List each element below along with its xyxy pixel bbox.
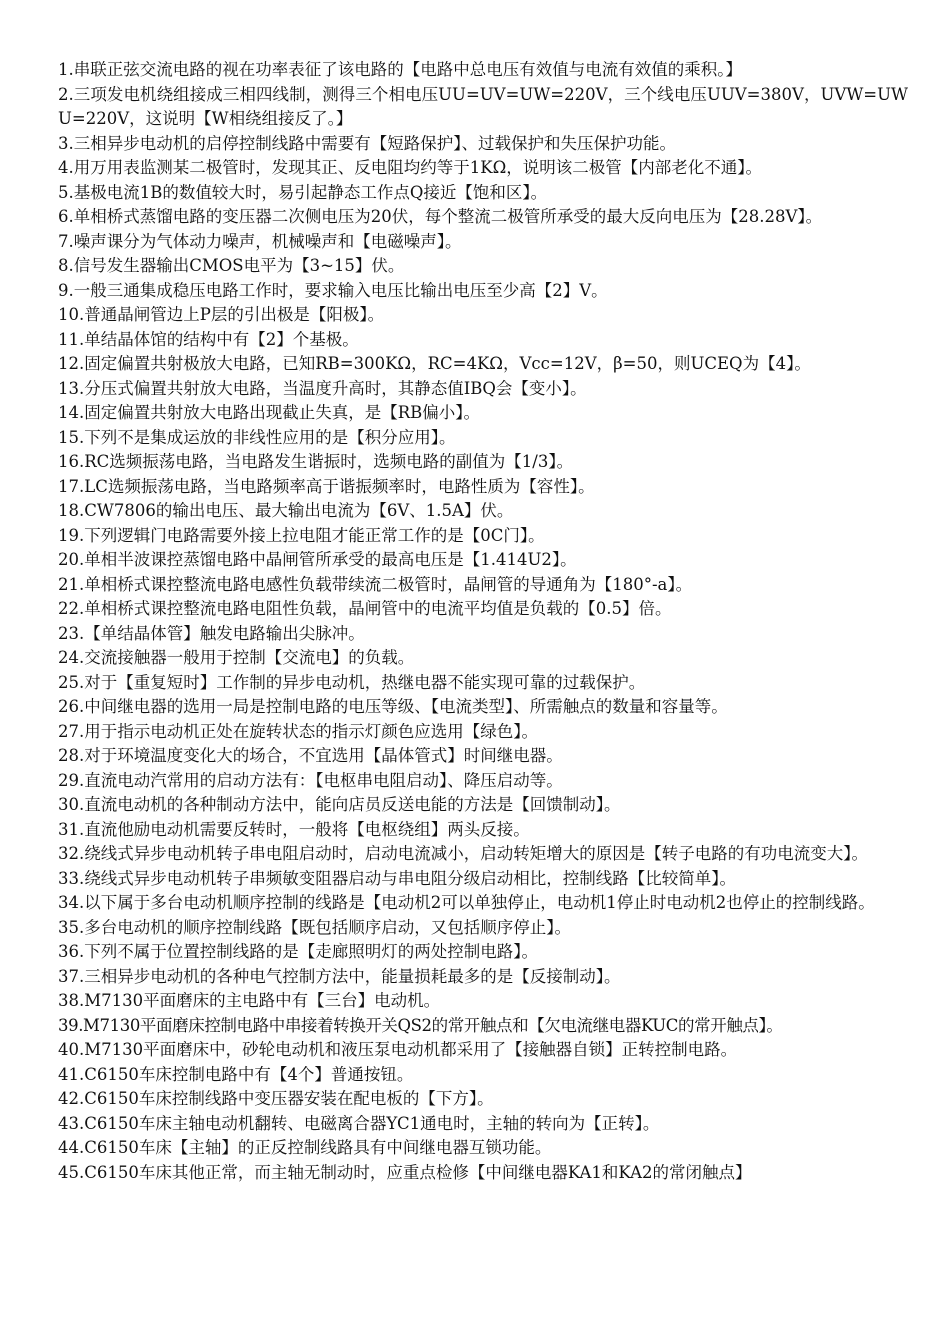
list-item: 40.M7130平面磨床中，砂轮电动机和液压泵电动机都采用了【接触器自锁】正转控制电路。: [58, 1040, 738, 1059]
list-item: 12.固定偏置共射极放大电路，已知RB=300KΩ，RC=4KΩ，Vcc=12V，β=50，则UCEQ为【4】。: [58, 354, 811, 373]
list-item: 10.普通晶闸管边上P层的引出极是【阳极】。: [58, 305, 385, 324]
list-item: 43.C6150车床主轴电动机翻转、电磁离合器YC1通电时，主轴的转向为【正转】。: [58, 1113, 660, 1133]
list-item: 37.三相异步电动机的各种电气控制方法中，能量损耗最多的是【反接制动】。: [58, 966, 621, 986]
list-item: 26.中间继电器的选用一局是控制电路的电压等级、【电流类型】、所需触点的数量和容量等。: [58, 697, 728, 716]
list-item: 1.串联正弦交流电路的视在功率表征了该电路的【电路中总电压有效值与电流有效值的乘积。】: [58, 60, 742, 79]
list-item: 23.【单结晶体管】触发电路输出尖脉冲。: [58, 623, 365, 643]
list-item: 14.固定偏置共射放大电路出现截止失真，是【RB偏小】。: [58, 403, 481, 422]
list-item: 16.RC选频振荡电路，当电路发生谐振时，选频电路的副值为【1/3】。: [58, 452, 574, 471]
list-item: 35.多台电动机的顺序控制线路【既包括顺序启动，又包括顺序停止】。: [58, 917, 571, 937]
list-item: 21.单相桥式课控整流电路电感性负载带续流二极管时，晶闸管的导通角为【180°-a】。: [58, 574, 693, 594]
list-item: 24.交流接触器一般用于控制【交流电】的负载。: [58, 648, 415, 667]
list-item: 4.用万用表监测某二极管时，发现其正、反电阻均约等于1KΩ，说明该二极管【内部老化不通】。: [58, 158, 762, 177]
list-item: 29.直流电动汽常用的启动方法有：【电枢串电阻启动】、降压启动等。: [58, 770, 563, 790]
list-item: 3.三相异步电动机的启停控制线路中需要有【短路保护】、过载保护和失压保护功能。: [58, 133, 676, 153]
list-item: 41.C6150车床控制电路中有【4个】普通按钮。: [58, 1064, 414, 1084]
list-item: 5.基极电流1B的数值较大时，易引起静态工作点Q接近【饱和区】。: [58, 182, 548, 202]
list-item: 2.三项发电机绕组接成三相四线制，测得三个相电压UU=UV=UW=220V，三个线电压UUV=380V，UVW=UWU=220V，这说明【W相绕组接反了。】: [58, 84, 908, 128]
list-item: 22.单相桥式课控整流电路电阻性负载，晶闸管中的电流平均值是负载的【0.5】倍。: [58, 599, 672, 618]
list-item: 15.下列不是集成运放的非线性应用的是【积分应用】。: [58, 427, 456, 447]
list-item: 32.绕线式异步电动机转子串电阻启动时，启动电流减小，启动转矩增大的原因是【转子电路的有功电流变大】。: [58, 844, 868, 863]
list-item: 20.单相半波课控蒸馏电路中晶闸管所承受的最高电压是【1.414U2】。: [58, 550, 577, 569]
list-item: 9.一般三通集成稳压电路工作时，要求输入电压比输出电压至少高【2】V。: [58, 280, 608, 300]
list-item: 13.分压式偏置共射放大电路，当温度升高时，其静态值IBQ会【变小】。: [58, 378, 587, 398]
list-item: 27.用于指示电动机正处在旋转状态的指示灯颜色应选用【绿色】。: [58, 721, 538, 741]
list-item: 42.C6150车床控制线路中变压器安装在配电板的【下方】。: [58, 1089, 494, 1108]
list-item: 33.绕线式异步电动机转子串频敏变阻器启动与串电阻分级启动相比，控制线路【比较简单】。: [58, 868, 736, 888]
list-item: 6.单相桥式蒸馏电路的变压器二次侧电压为20伏，每个整流二极管所承受的最大反向电压为【28.28V】。: [58, 207, 823, 226]
list-item: 38.M7130平面磨床的主电路中有【三台】电动机。: [58, 991, 441, 1010]
list-item: 17.LC选频振荡电路，当电路频率高于谐振频率时，电路性质为【容性】。: [58, 476, 595, 496]
list-item: 25.对于【重复短时】工作制的异步电动机，热继电器不能实现可靠的过载保护。: [58, 672, 646, 692]
list-item: 18.CW7806的输出电压、最大输出电流为【6V、1.5A】伏。: [58, 501, 514, 520]
list-item: 45.C6150车床其他正常，而主轴无制动时，应重点检修【中间继电器KA1和KA2的常闭触点】: [58, 1162, 752, 1182]
list-item: 11.单结晶体馆的结构中有【2】个基极。: [58, 329, 359, 349]
list-item: 36.下列不属于位置控制线路的是【走廊照明灯的两处控制电路】。: [58, 942, 538, 961]
document-page: [58, 58, 908, 1185]
list-item: 8.信号发生器输出CMOS电平为【3~15】伏。: [58, 256, 405, 275]
list-item: 39.M7130平面磨床控制电路中串接着转换开关QS2的常开触点和【欠电流继电器KUC的常开触点】。: [58, 1015, 783, 1035]
list-item: 31.直流他励电动机需要反转时，一般将【电枢绕组】两头反接。: [58, 819, 530, 839]
list-item: 7.噪声课分为气体动力噪声，机械噪声和【电磁噪声】。: [58, 231, 462, 251]
list-item: 19.下列逻辑门电路需要外接上拉电阻才能正常工作的是【0C门】。: [58, 525, 545, 545]
list-item: 30.直流电动机的各种制动方法中，能向店员反送电能的方法是【回馈制动】。: [58, 795, 621, 814]
list-item: 44.C6150车床【主轴】的正反控制线路具有中间继电器互锁功能。: [58, 1138, 552, 1157]
list-item: 34.以下属于多台电动机顺序控制的线路是【电动机2可以单独停止，电动机1停止时电动机2也停止的控制线路。: [58, 893, 875, 912]
list-item: 28.对于环境温度变化大的场合，不宜选用【晶体管式】时间继电器。: [58, 746, 563, 765]
